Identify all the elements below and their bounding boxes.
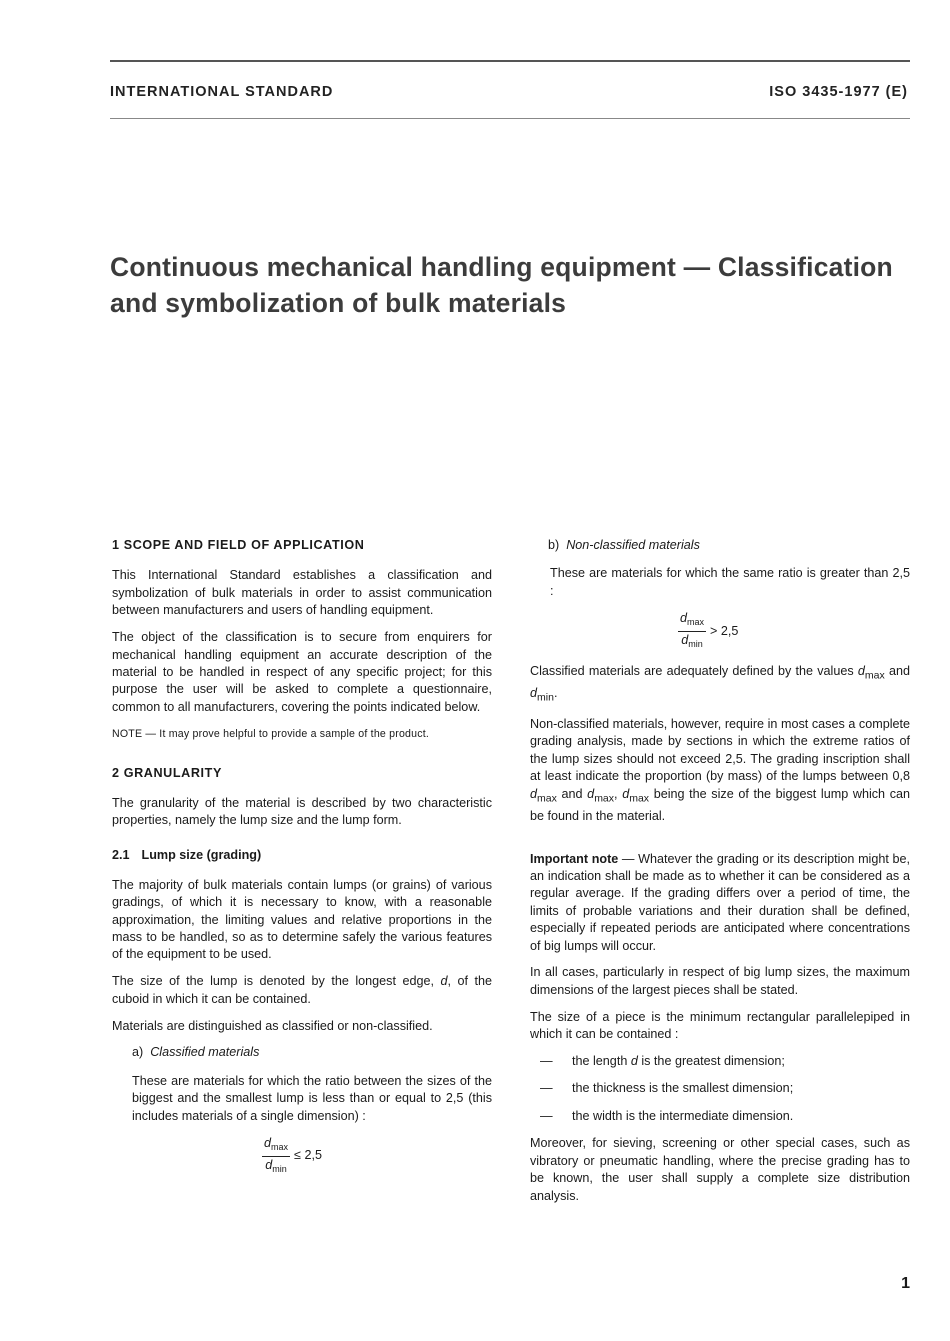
dash-item-length: — the length d is the greatest dimension; <box>540 1054 785 1069</box>
important-note: Important note — Whatever the grading or its description might be, an indication shall be made as to whether it can be considered as a regular average. If the grading differs over a period of time, the limits of probable variations and their duration shall be defined, especially if repeated periods are anticipated where concentrations of big lumps will occur. <box>530 851 910 953</box>
paragraph-non-classified-analysis: Non-classified materials, however, require in most cases a complete grading analysis, made by sections in which the extreme ratios of the lump sizes should not exceed 2,5. The grading inscription shall at least indicate the proportion (by mass) of the lumps between 0,8 $d_{max}$ and $d_{max}$, $d_{max}$ being the size of the biggest lump which can be found in the material. <box>530 717 910 823</box>
section-1-paragraph-1: This International Standard establishes a classification and symbolization of bulk materials in order to assist communication between manufacturers and users of handling equipment. <box>112 568 492 618</box>
page-number: 1 <box>901 1275 910 1292</box>
subsection-2-1-paragraph-3: Materials are distinguished as classified or non-classified. <box>112 1018 433 1033</box>
paragraph-all-cases: In all cases, particularly in respect of big lump sizes, the maximum dimensions of the largest pieces shall be stated. <box>530 965 910 997</box>
header-top-rule <box>110 60 910 62</box>
header-bottom-rule <box>110 118 910 119</box>
subsection-2-1-paragraph-2: The size of the lump is denoted by the longest edge, d, of the cuboid in which it can be contained. <box>112 974 492 1006</box>
item-a-label: a) Classified materials <box>132 1045 260 1060</box>
standard-type-label: INTERNATIONAL STANDARD <box>110 84 334 100</box>
paragraph-moreover: Moreover, for sieving, screening or other special cases, such as vibratory or pneumatic handling, where the precise grading has to be known, the user shall supply a complete size distribution analysis. <box>530 1136 910 1203</box>
item-a-text: These are materials for which the ratio between the sizes of the biggest and the smallest lump is less than or equal to 2,5 (this includes materials of a single dimension) : <box>132 1073 492 1123</box>
subsection-2-1-heading <box>112 847 492 864</box>
subsection-2-1-paragraph-1: The majority of bulk materials contain lumps (or grains) of various gradings, of which it is necessary to know, with a reasonable approximation, the limiting values and relative proportions in the mass to be handled, so as to determine safely the various features of the equipment to be used. <box>112 877 492 962</box>
section-1-note: NOTE — It may prove helpful to provide a sample of the product. <box>112 727 430 740</box>
section-1-paragraph-2: The object of the classification is to secure from enquirers for mechanical handling equipment an accurate description of the material to be handled in respect of any specific project; for this purpose the user will be asked to complete a questionnaire, common to all manufacturers, covering the points indicated below. <box>112 630 492 714</box>
dash-item-width: — the width is the intermediate dimension. <box>540 1108 794 1123</box>
paragraph-classified-definition: Classified materials are adequately defined by the values $d_{max}$ and $d_{min}$. <box>530 663 910 704</box>
section-2-paragraph-1: The granularity of the material is described by two characteristic properties, namely the lump size and the lump form. <box>112 795 492 828</box>
section-1-heading: 1 SCOPE AND FIELD OF APPLICATION <box>112 538 365 552</box>
item-b-text: These are materials for which the same ratio is greater than 2,5 : <box>550 566 910 598</box>
dash-item-thickness: — the thickness is the smallest dimension; <box>540 1081 794 1096</box>
item-b-label: b) Non-classified materials <box>548 538 700 552</box>
document-title: Continuous mechanical handling equipment — Classification and symbolization of bulk materials <box>110 252 893 318</box>
subsection-2-1-number: 2.1 <box>112 848 130 863</box>
right-column <box>530 537 910 1214</box>
section-2-heading: 2 GRANULARITY <box>112 765 222 780</box>
formula-classified: $\frac{d_{max}}{d_{min}}$ ≤ 2,5 <box>264 1135 322 1174</box>
subsection-2-1-title: Lump size (grading) <box>141 848 262 863</box>
formula-non-classified: $\frac{d_{max}}{d_{min}}$ > 2,5 <box>680 610 739 649</box>
paragraph-piece-size: The size of a piece is the minimum rectangular parallelepiped in which it can be contained : <box>530 1009 910 1042</box>
left-column <box>112 537 492 1188</box>
standard-number: ISO 3435-1977 (E) <box>769 84 908 100</box>
